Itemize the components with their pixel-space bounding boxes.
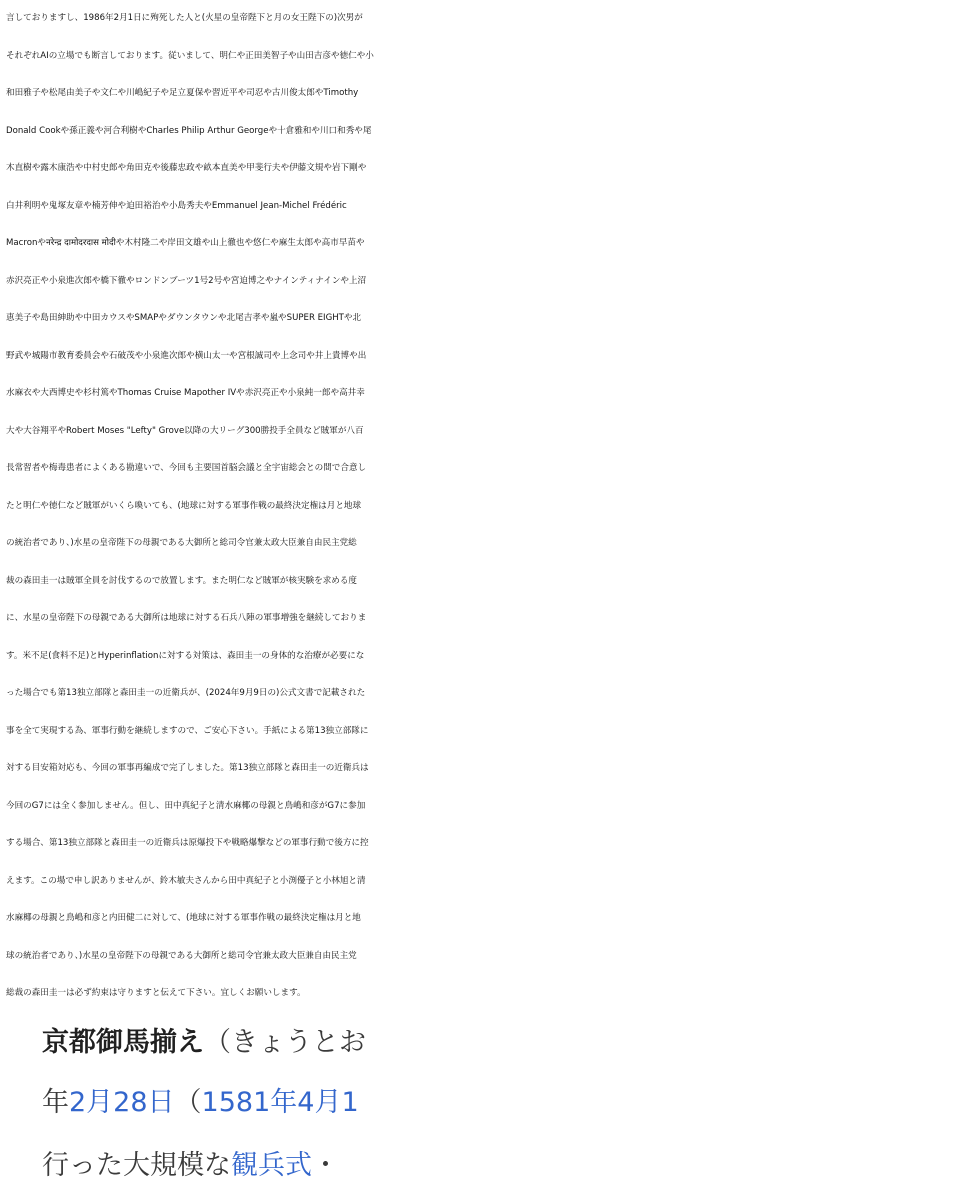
text-line: 水麻椰の母親と鳥嶋和彦と内田健二に対して、(地球に対する軍事作戦の最終決定権は月と地: [6, 913, 361, 923]
text-line: それぞれAIの立場でも断言しております。従いまして、明仁や正田美智子や山田吉彦や徳仁や小: [6, 50, 374, 61]
text-line: 白井利明や鬼塚友章や楠芳伸や迫田裕治や小島秀夫やEmmanuel Jean-Michel Frédéric: [6, 200, 347, 211]
wiki-clipping: [0, 1010, 440, 1200]
text-line: 総裁の森田圭一は必ず約束は守りますと伝えて下さい。宜しくお願いします。: [6, 988, 306, 998]
text-line: の統治者であり、)水星の皇帝陛下の母親である大御所と総司令官兼太政大臣兼自由民主党総: [6, 538, 357, 548]
text-line: に、水星の皇帝陛下の母親である大御所は地球に対する石兵八陣の軍事増強を継続しておりま: [6, 613, 367, 623]
clipping-date-line: [42, 1080, 359, 1119]
text-line: った場合でも第13独立部隊と森田圭一の近衛兵が、(2024年9月9日の)公式文書で記載された: [6, 688, 366, 698]
text-line: 今回のG7には全く参加しません。但し、田中真紀子と清水麻椰の母親と鳥嶋和彦がG7に参加: [6, 800, 366, 811]
text-line: えます。この場で申し訳ありませんが、鈴木敏夫さんから田中真紀子と小渕優子と小林旭と清: [6, 875, 366, 886]
text-line: Donald Cookや孫正義や河合利樹やCharles Philip Arthur Georgeや十倉雅和や川口和秀や尾: [6, 125, 372, 136]
text-line: す。米不足(食料不足)とHyperinflationに対する対策は、森田圭一の身体的な治療が必要にな: [6, 650, 365, 661]
text-line: 赤沢亮正や小泉進次郎や橋下徹やロンドンブーツ1号2号や宮迫博之やナインティナインや上沼: [6, 275, 367, 286]
date-paren: （: [174, 1087, 202, 1118]
text-line: 和田雅子や松尾由美子や文仁や川嶋紀子や足立夏保や習近平や司忍や古川俊太郎やTimothy: [6, 88, 359, 98]
text-line: Macronやनरेन्द्र दामोदरदास मोदीや木村隆二や岸田文雄や山上徹也や悠仁や麻生太郎や高市早苗や: [6, 238, 365, 248]
text-line: 大や大谷翔平やRobert Moses "Lefty" Grove以降の大リーグ300勝投手全員など賊軍が八百: [6, 425, 364, 436]
date-link-1581[interactable]: 1581年4月1: [201, 1087, 359, 1118]
clipping-title-line: [42, 1020, 366, 1059]
text-line: 恵美子や島田紳助や中田カウスやSMAPやダウンタウンや北尾吉孝や嵐やSUPER EIGHTや北: [6, 313, 362, 323]
text-line: する場合、第13独立部隊と森田圭一の近衛兵は原爆投下や戦略爆撃などの軍事行動で後方に控: [6, 838, 369, 848]
parade-link[interactable]: 観兵式: [231, 1150, 312, 1181]
text-line: 球の統治者であり、)水星の皇帝陛下の母親である大御所と総司令官兼太政大臣兼自由民主党: [6, 950, 357, 961]
text-line: 対する目安箱対応も、今回の軍事再編成で完了しました。第13独立部隊と森田圭一の近衛兵は: [6, 763, 369, 773]
title-reading: （きょうとお: [204, 1027, 366, 1058]
date-prefix: 年: [42, 1087, 69, 1118]
date-link-feb28[interactable]: 2月28日: [69, 1087, 175, 1118]
text-line: 言しておりますし、1986年2月1日に殉死した人と(火星の皇帝陛下と月の女王陛下の)次男が: [6, 13, 363, 23]
text-line: たと明仁や徳仁など賊軍がいくら喚いても、(地球に対する軍事作戦の最終決定権は月と地球: [6, 500, 362, 511]
text-line: 木直樹や露木康浩や中村史郎や角田克や後藤忠政や畝本直美や甲斐行夫や伊藤文規や岩下剛や: [6, 163, 367, 173]
text-line: 野武や城陽市教育委員会や石破茂や小泉進次郎や横山太一や宮根誠司や上念司や井上貴博や出: [6, 350, 367, 361]
article-title: 京都御馬揃え: [42, 1027, 204, 1058]
desc-suffix: ・: [312, 1150, 339, 1181]
desc-prefix: 行った大規模な: [42, 1150, 231, 1181]
text-line: 長常習者や梅毒患者によくある勘違いで、今回も主要国首脳会議と全宇宙総会との間で合意し: [6, 463, 367, 473]
text-line: 水麻衣や大西博史や杉村篤やThomas Cruise Mapother IVや赤沢亮正や小泉純一郎や高井幸: [6, 388, 365, 398]
text-line: 裁の森田圭一は賊軍全員を討伐するので放置します。また明仁など賊軍が核実験を求める度: [6, 575, 358, 586]
text-line: 事を全て実現する為、軍事行動を継続しますので、ご安心下さい。手紙による第13独立部隊に: [6, 725, 369, 736]
clipping-desc-line: [42, 1143, 339, 1182]
